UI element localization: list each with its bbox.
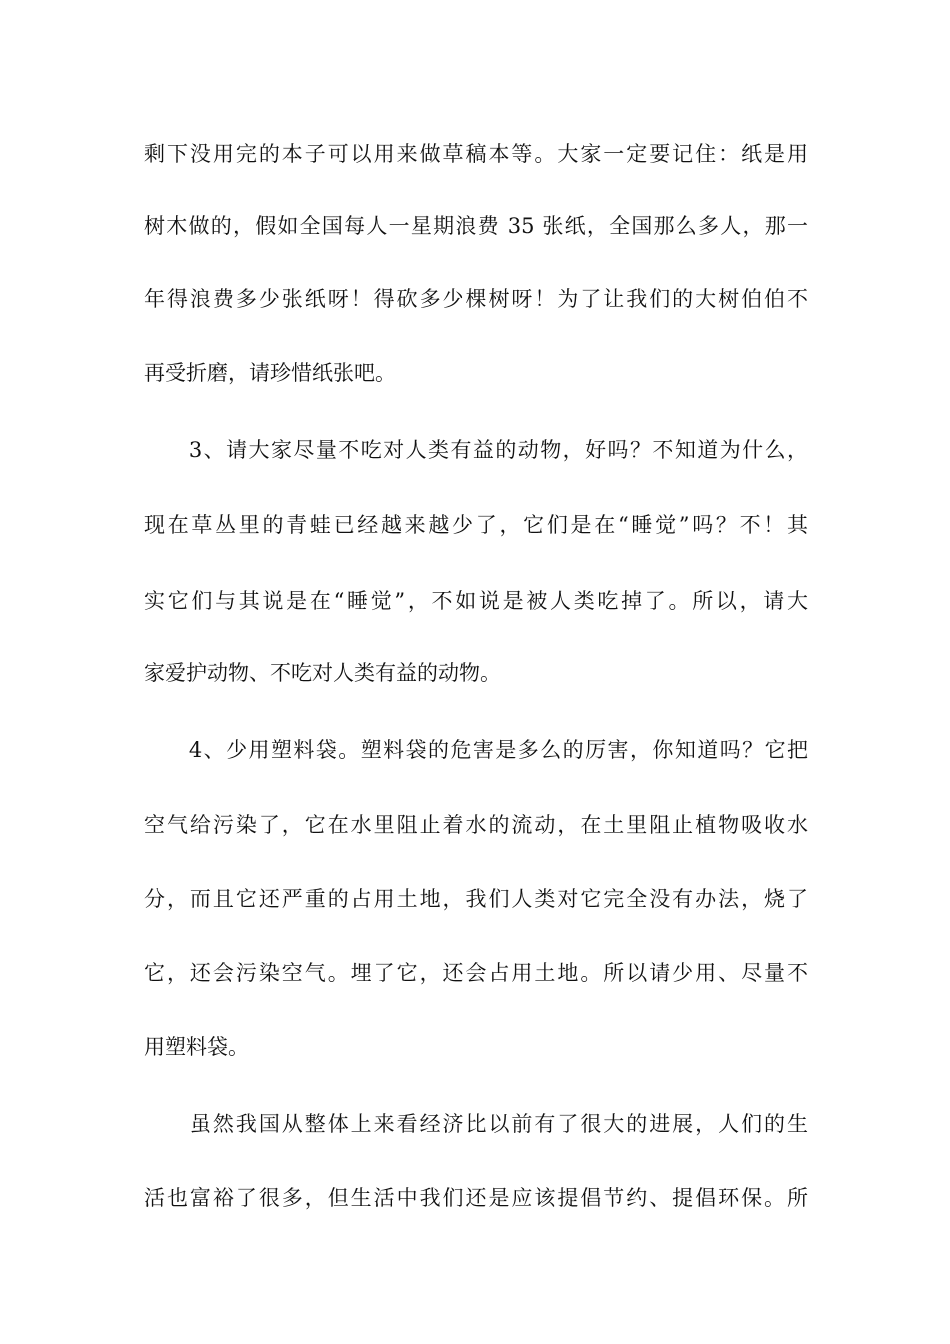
- text-line: 虽然我国从整体上来看经济比以前有了很大的进展，人们的生: [144, 1112, 808, 1136]
- text-line: 4、少用塑料袋。塑料袋的危害是多么的厉害，你知道吗？它把: [144, 738, 808, 762]
- text-line: 活也富裕了很多，但生活中我们还是应该提倡节约、提倡环保。所: [144, 1186, 808, 1210]
- text-line: 树木做的，假如全国每人一星期浪费 35 张纸，全国那么多人，那一: [144, 214, 808, 238]
- text-line: 3、请大家尽量不吃对人类有益的动物，好吗？不知道为什么，: [144, 438, 808, 462]
- text-line: 家爱护动物、不吃对人类有益的动物。: [144, 661, 501, 685]
- text-line: 空气给污染了，它在水里阻止着水的流动，在土里阻止植物吸收水: [144, 813, 808, 837]
- text-line: 实它们与其说是在“睡觉”，不如说是被人类吃掉了。所以，请大: [144, 589, 808, 613]
- text-line: 分，而且它还严重的占用土地，我们人类对它完全没有办法，烧了: [144, 887, 808, 911]
- text-line: 它，还会污染空气。埋了它，还会占用土地。所以请少用、尽量不: [144, 961, 808, 985]
- text-line: 现在草丛里的青蛙已经越来越少了，它们是在“睡觉”吗？不！其: [144, 513, 808, 537]
- text-line: 再受折磨，请珍惜纸张吧。: [144, 361, 396, 385]
- text-line: 剩下没用完的本子可以用来做草稿本等。大家一定要记住：纸是用: [144, 142, 808, 166]
- text-line: 用塑料袋。: [144, 1035, 249, 1059]
- text-line: 年得浪费多少张纸呀！得砍多少棵树呀！为了让我们的大树伯伯不: [144, 287, 808, 311]
